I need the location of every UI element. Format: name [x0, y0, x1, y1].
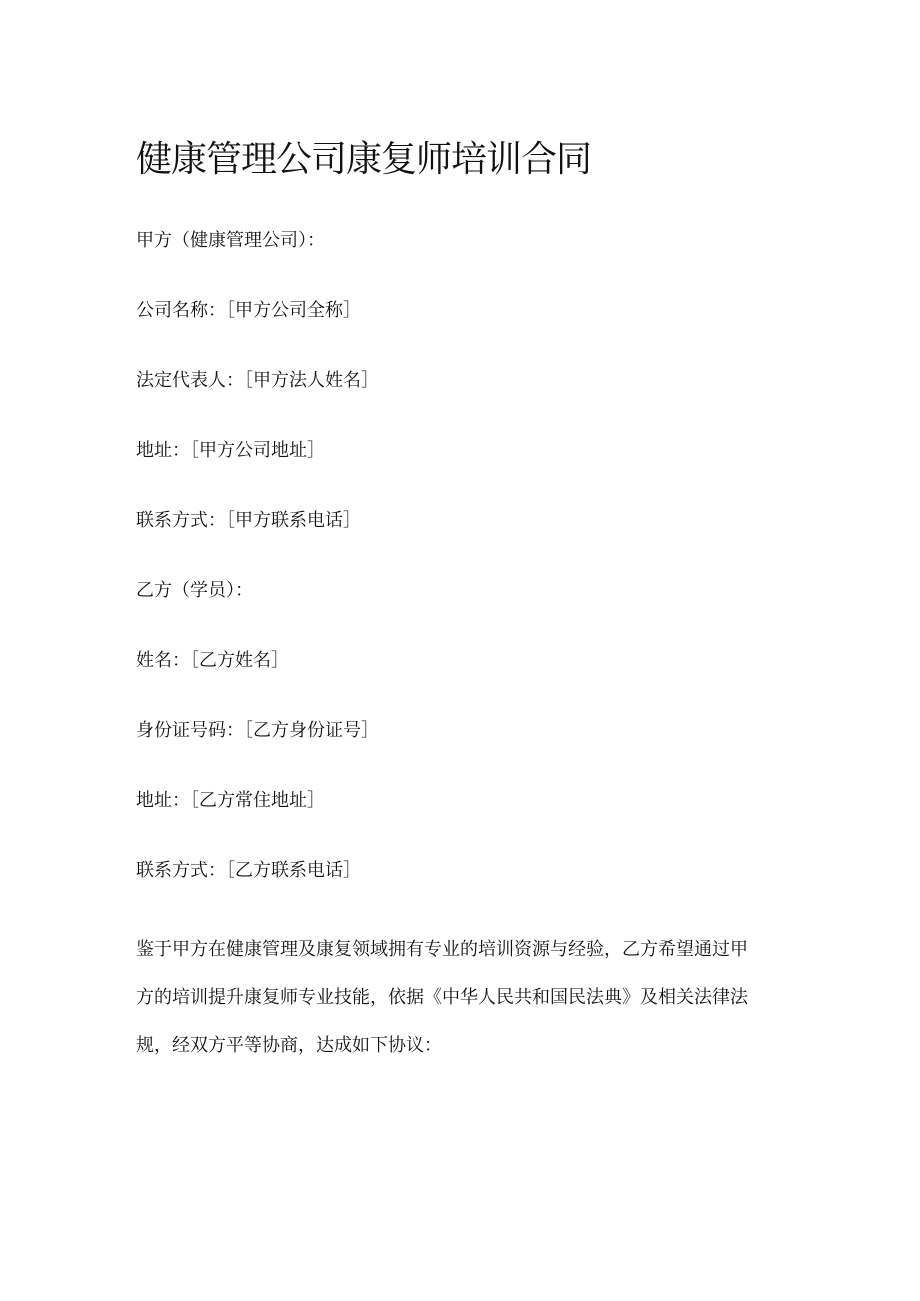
preamble-line: 规，经双方平等协商，达成如下协议：: [136, 1035, 442, 1056]
party-b-heading: 乙方（学员）：: [136, 580, 253, 601]
party-a-heading: 甲方（健康管理公司）：: [136, 230, 325, 251]
preamble-paragraph: [136, 926, 776, 1070]
party-a-legal-representative: 法定代表人：［甲方法人姓名］: [136, 370, 379, 391]
party-b-name: 姓名：［乙方姓名］: [136, 650, 289, 671]
document-title: 健康管理公司康复师培训合同: [136, 139, 592, 180]
party-a-contact: 联系方式：［甲方联系电话］: [136, 510, 361, 531]
preamble-line: 鉴于甲方在健康管理及康复领域拥有专业的培训资源与经验，乙方希望通过甲: [136, 939, 748, 960]
party-b-id-number: 身份证号码：［乙方身份证号］: [136, 720, 379, 741]
party-b-address: 地址：［乙方常住地址］: [136, 790, 325, 811]
party-a-address: 地址：［甲方公司地址］: [136, 440, 325, 461]
preamble-line: 方的培训提升康复师专业技能，依据《中华人民共和国民法典》及相关法律法: [136, 987, 748, 1008]
party-a-company-name: 公司名称：［甲方公司全称］: [136, 300, 361, 321]
party-b-contact: 联系方式：［乙方联系电话］: [136, 860, 361, 881]
